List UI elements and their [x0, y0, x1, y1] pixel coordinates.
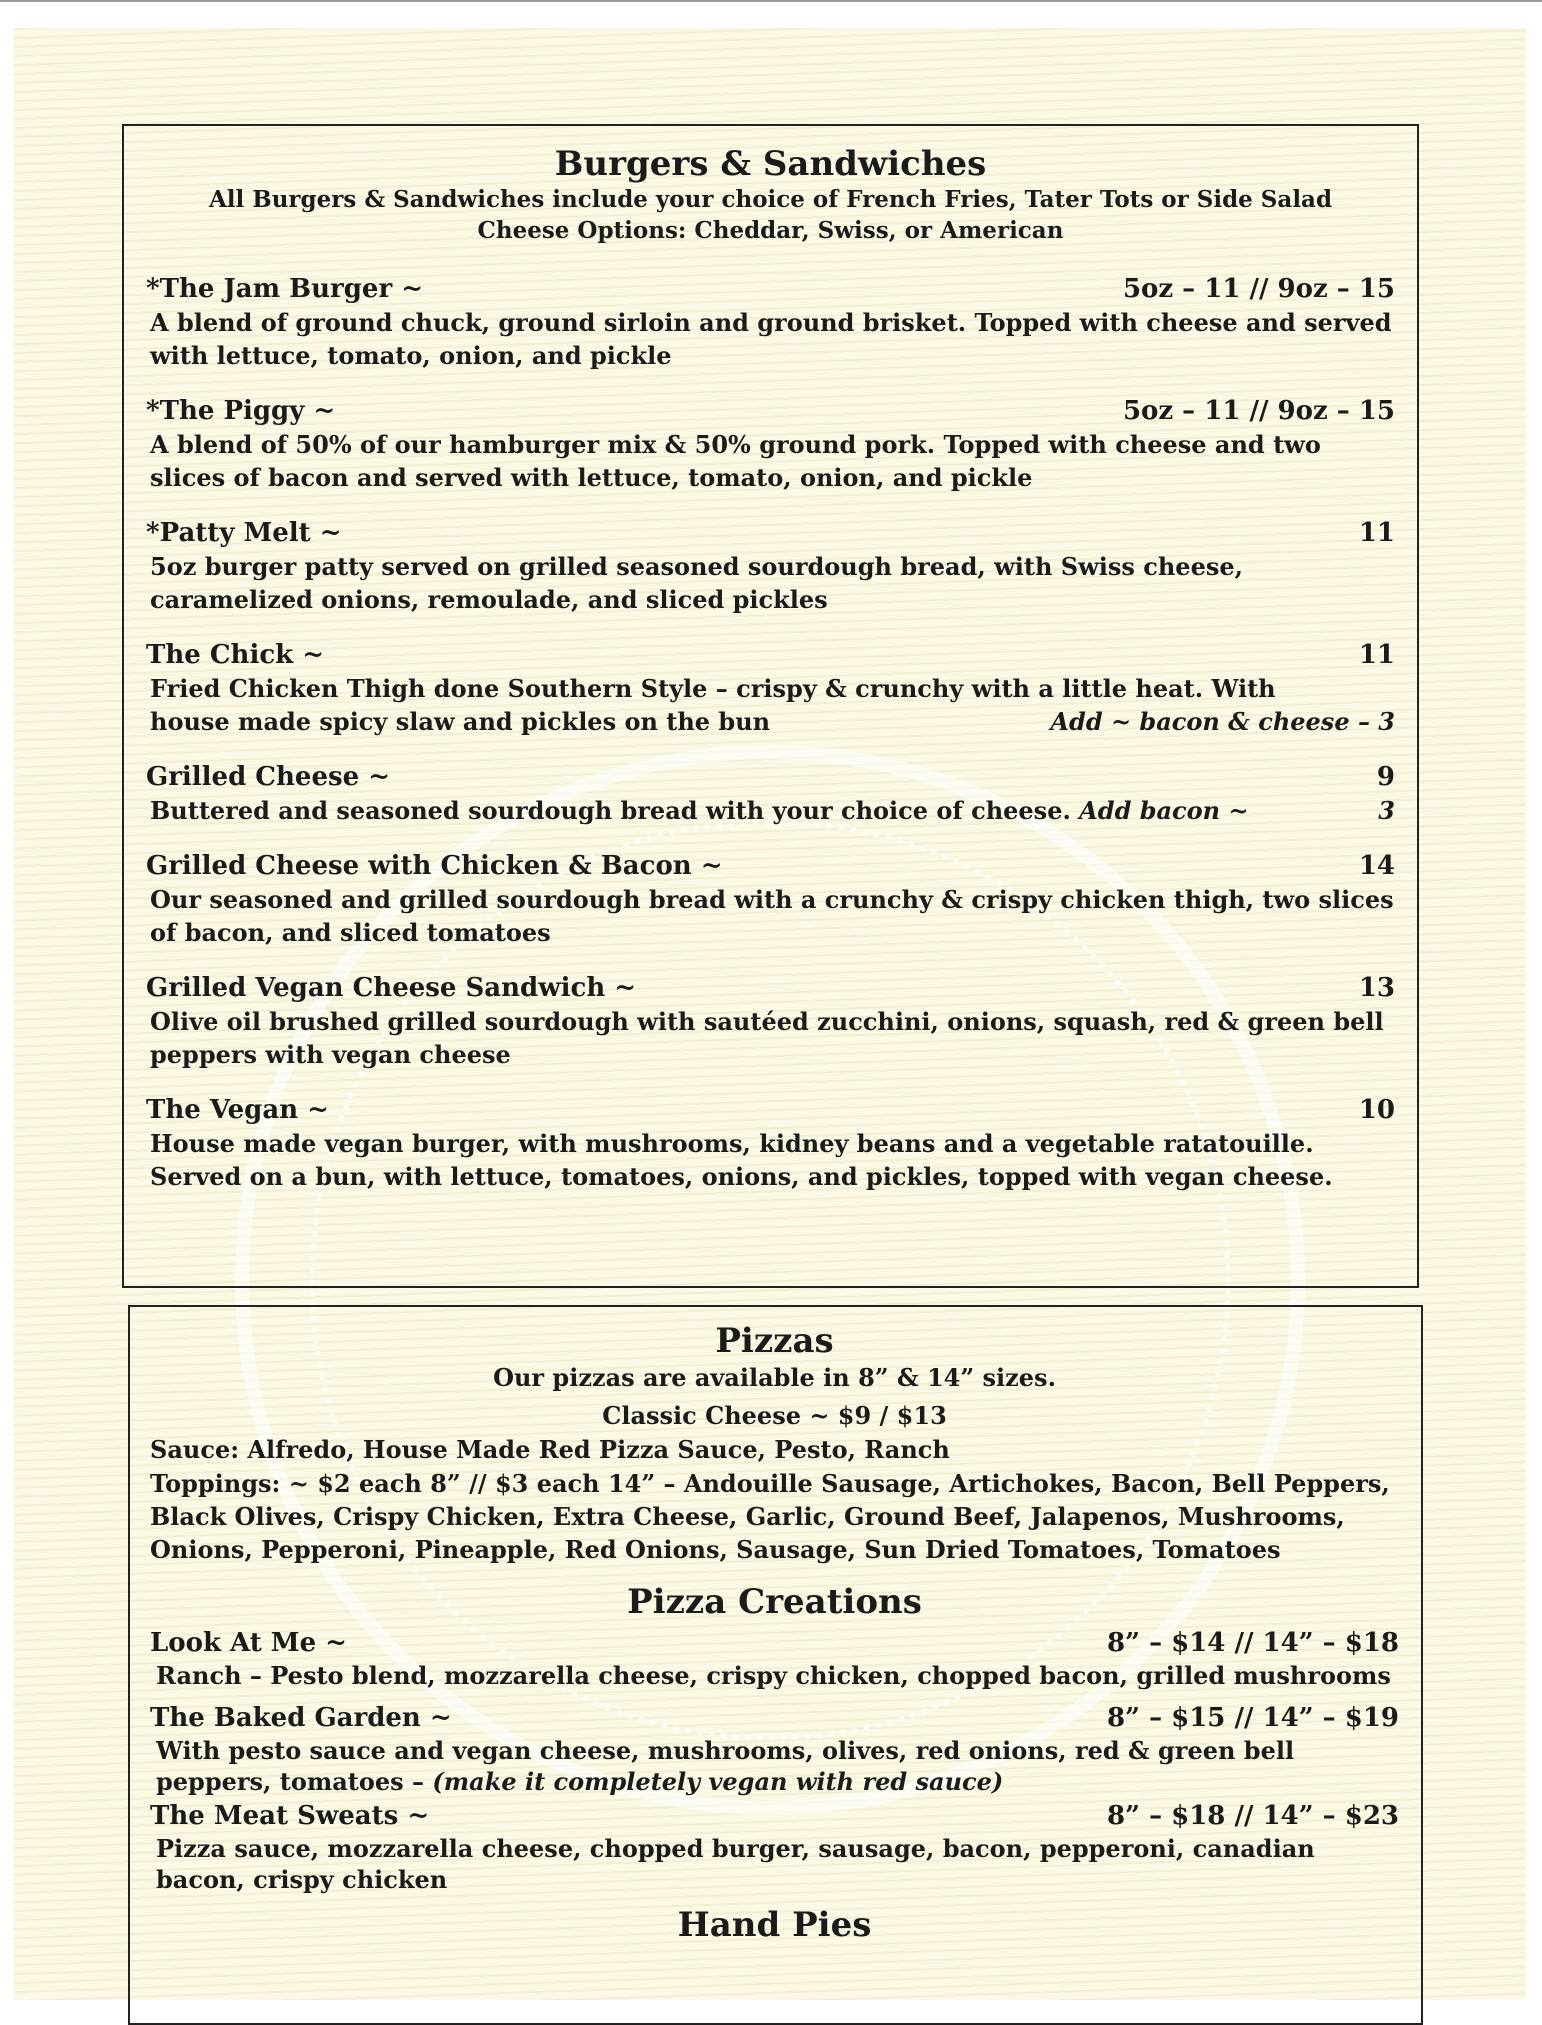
section-title-hand-pies: Hand Pies [677, 1905, 872, 1945]
burgers-section [122, 124, 1419, 1288]
item-price: 8” – $14 // 14” – $18 [1106, 1628, 1399, 1658]
item-name: The Chick ~ [146, 640, 325, 670]
item-description: Ranch – Pesto blend, mozzarella cheese, crispy chicken, chopped bacon, grilled mushrooms [156, 1661, 1391, 1690]
item-description: 5oz burger patty served on grilled seasoned sourdough bread, with Swiss cheese, caramelized onions, remoulade, and sliced pickles [150, 552, 1243, 614]
pizza-item [150, 1626, 1399, 1691]
menu-item [146, 1093, 1395, 1193]
description-text: With pesto sauce and vegan cheese, mushrooms, olives, red onions, red & green bell peppers, tomatoes – [156, 1736, 1295, 1796]
menu-item [146, 272, 1395, 372]
item-name: The Vegan ~ [146, 1095, 329, 1125]
item-description: A blend of ground chuck, ground sirloin and ground brisket. Topped with cheese and served with lettuce, tomato, onion, and pickle [150, 308, 1392, 370]
item-price: 8” – $18 // 14” – $23 [1106, 1801, 1399, 1831]
item-name: Look At Me ~ [150, 1628, 347, 1658]
sauce-options: Sauce: Alfredo, House Made Red Pizza Sauce, Pesto, Ranch [150, 1435, 950, 1464]
description-line: house made spicy slaw and pickles on the bun [150, 707, 771, 736]
pizzas-section [128, 1305, 1423, 2025]
item-description: A blend of 50% of our hamburger mix & 50% ground pork. Topped with cheese and two slices of bacon and served with lettuce, tomato, onion, and pickle [150, 430, 1321, 492]
menu-item [146, 638, 1395, 738]
menu-item [146, 971, 1395, 1071]
pizza-item [150, 1701, 1399, 1797]
item-name: *The Piggy ~ [146, 396, 336, 426]
top-rule [0, 0, 1542, 2]
item-price: 13 [1358, 973, 1395, 1003]
item-description: Pizza sauce, mozzarella cheese, chopped burger, sausage, bacon, pepperoni, canadian bacon, crispy chicken [156, 1834, 1315, 1894]
item-price: 8” – $15 // 14” – $19 [1106, 1703, 1399, 1733]
menu-item [146, 849, 1395, 949]
burgers-subtitle: All Burgers & Sandwiches include your choice of French Fries, Tater Tots or Side Salad [208, 186, 1333, 213]
addon-price: 3 [1378, 796, 1395, 825]
item-price: 9 [1376, 762, 1395, 792]
item-price: 14 [1358, 851, 1395, 881]
pizza-creations-title: Pizza Creations [627, 1582, 922, 1622]
item-name: The Meat Sweats ~ [150, 1801, 430, 1831]
item-addon: Add ~ bacon & cheese – 3 [1050, 707, 1395, 736]
item-note: (make it completely vegan with red sauce) [432, 1767, 1004, 1796]
item-description: Our seasoned and grilled sourdough bread with a crunchy & crispy chicken thigh, two slices of bacon, and sliced tomatoes [150, 885, 1394, 947]
menu-item [146, 394, 1395, 494]
cheese-options: Cheese Options: Cheddar, Swiss, or American [477, 217, 1064, 244]
item-description [146, 794, 1395, 827]
topping-options: Toppings: ~ $2 each 8” // $3 each 14” – Andouille Sausage, Artichokes, Bacon, Bell Peppers, Black Olives, Crispy Chicken, Extra Cheese, Garlic, Ground Beef, Jalapenos, Mushrooms, Onions, Pepperoni, Pineapple, Red Onions, Sausage, Sun Dried Tomatoes, Tomatoes [150, 1469, 1390, 1564]
item-name: *Patty Melt ~ [146, 518, 342, 548]
item-description [150, 1735, 1399, 1797]
item-name: *The Jam Burger ~ [146, 274, 423, 304]
menu-item [146, 516, 1395, 616]
item-name: Grilled Cheese with Chicken & Bacon ~ [146, 851, 723, 881]
item-addon: Add bacon ~ [1079, 796, 1249, 825]
pizza-sizes: Our pizzas are available in 8” & 14” sizes. [493, 1363, 1056, 1392]
item-price: 11 [1358, 518, 1395, 548]
item-description: House made vegan burger, with mushrooms, kidney beans and a vegetable ratatouille. Served on a bun, with lettuce, tomatoes, onions, and pickles, topped with vegan cheese. [150, 1129, 1333, 1191]
item-description: Olive oil brushed grilled sourdough with sautéed zucchini, onions, squash, red & green bell peppers with vegan cheese [150, 1007, 1384, 1069]
item-name: Grilled Cheese ~ [146, 762, 391, 792]
section-title-burgers: Burgers & Sandwiches [554, 144, 987, 184]
item-price: 11 [1358, 640, 1395, 670]
item-price: 5oz – 11 // 9oz – 15 [1122, 274, 1395, 304]
item-price: 5oz – 11 // 9oz – 15 [1122, 396, 1395, 426]
description-line: Fried Chicken Thigh done Southern Style – crispy & crunchy with a little heat. With [150, 674, 1276, 703]
item-name: The Baked Garden ~ [150, 1703, 452, 1733]
description-text: Buttered and seasoned sourdough bread with your choice of cheese. [150, 796, 1071, 825]
menu-item [146, 760, 1395, 827]
section-title-pizzas: Pizzas [715, 1321, 834, 1361]
item-price: 10 [1358, 1095, 1395, 1125]
item-description [146, 672, 1395, 738]
item-name: Grilled Vegan Cheese Sandwich ~ [146, 973, 637, 1003]
classic-cheese: Classic Cheese ~ $9 / $13 [602, 1401, 947, 1430]
pizza-item [150, 1799, 1399, 1895]
